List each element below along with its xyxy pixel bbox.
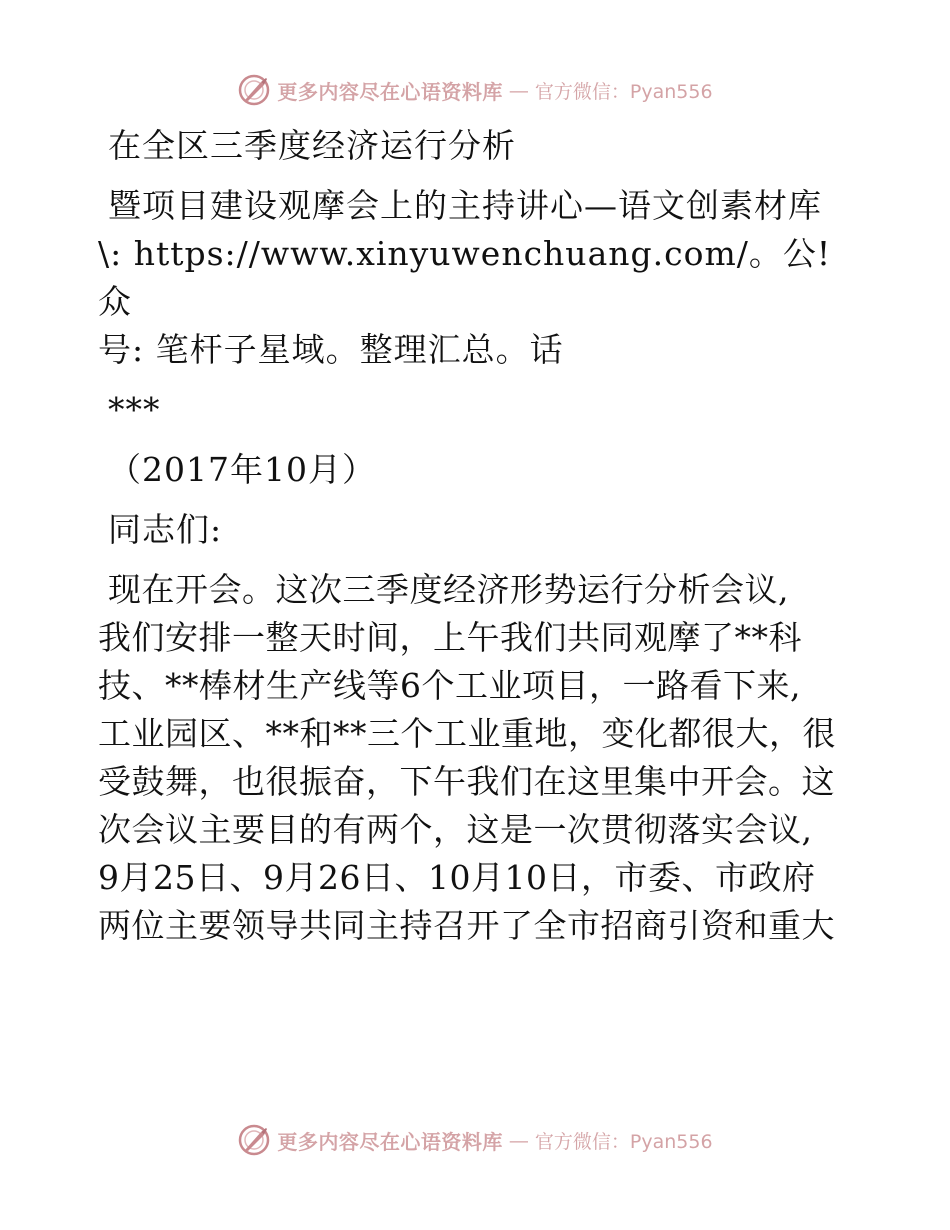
body-line: 技、**棒材生产线等6个工业项目，一路看下来,: [98, 666, 801, 705]
body-line: 两位主要领导共同主持召开了全市招商引资和重大: [98, 906, 835, 945]
footer-watermark-banner: [0, 1122, 950, 1158]
salutation: 同志们:: [108, 510, 223, 549]
document-subtitle: [98, 182, 858, 374]
quill-logo-icon: [237, 1123, 271, 1157]
body-line: 次会议主要目的有两个，这是一次贯彻落实会议,: [98, 810, 813, 849]
document-body: [98, 122, 858, 950]
body-line: 9月25日、9月26日、10月10日，市委、市政府: [98, 858, 816, 897]
subtitle-line: 暨项目建设观摩会上的主持讲心—语文创素材库: [108, 186, 822, 225]
body-line: 我们安排一整天时间，上午我们共同观摩了**科: [98, 618, 802, 657]
watermark-main-text: 更多内容尽在心语资料库: [277, 79, 503, 104]
body-line: 现在开会。这次三季度经济形势运行分析会议,: [108, 570, 789, 609]
watermark-wechat-text: 官方微信：Pyan556: [534, 1130, 713, 1153]
watermark-wechat-text: 官方微信：Pyan556: [534, 80, 713, 103]
subtitle-line: \: https://www.xinyuwenchuang.com/。公! 众: [98, 234, 843, 321]
body-line: 受鼓舞，也很振奋，下午我们在这里集中开会。这: [98, 762, 835, 801]
watermark-separator: —: [508, 78, 529, 102]
watermark-separator: —: [508, 1128, 529, 1152]
document-date: （2017年10月）: [108, 450, 376, 489]
subtitle-line: 号: 笔杆子星域。整理汇总。话: [98, 330, 564, 369]
body-paragraph: [98, 566, 858, 950]
watermark-main-text: 更多内容尽在心语资料库: [277, 1129, 503, 1154]
header-watermark-banner: [0, 72, 950, 108]
author-placeholder: ***: [108, 390, 161, 429]
quill-logo-icon: [237, 73, 271, 107]
body-line: 工业园区、**和**三个工业重地，变化都很大，很: [98, 714, 836, 753]
document-title: 在全区三季度经济运行分析: [108, 126, 516, 165]
